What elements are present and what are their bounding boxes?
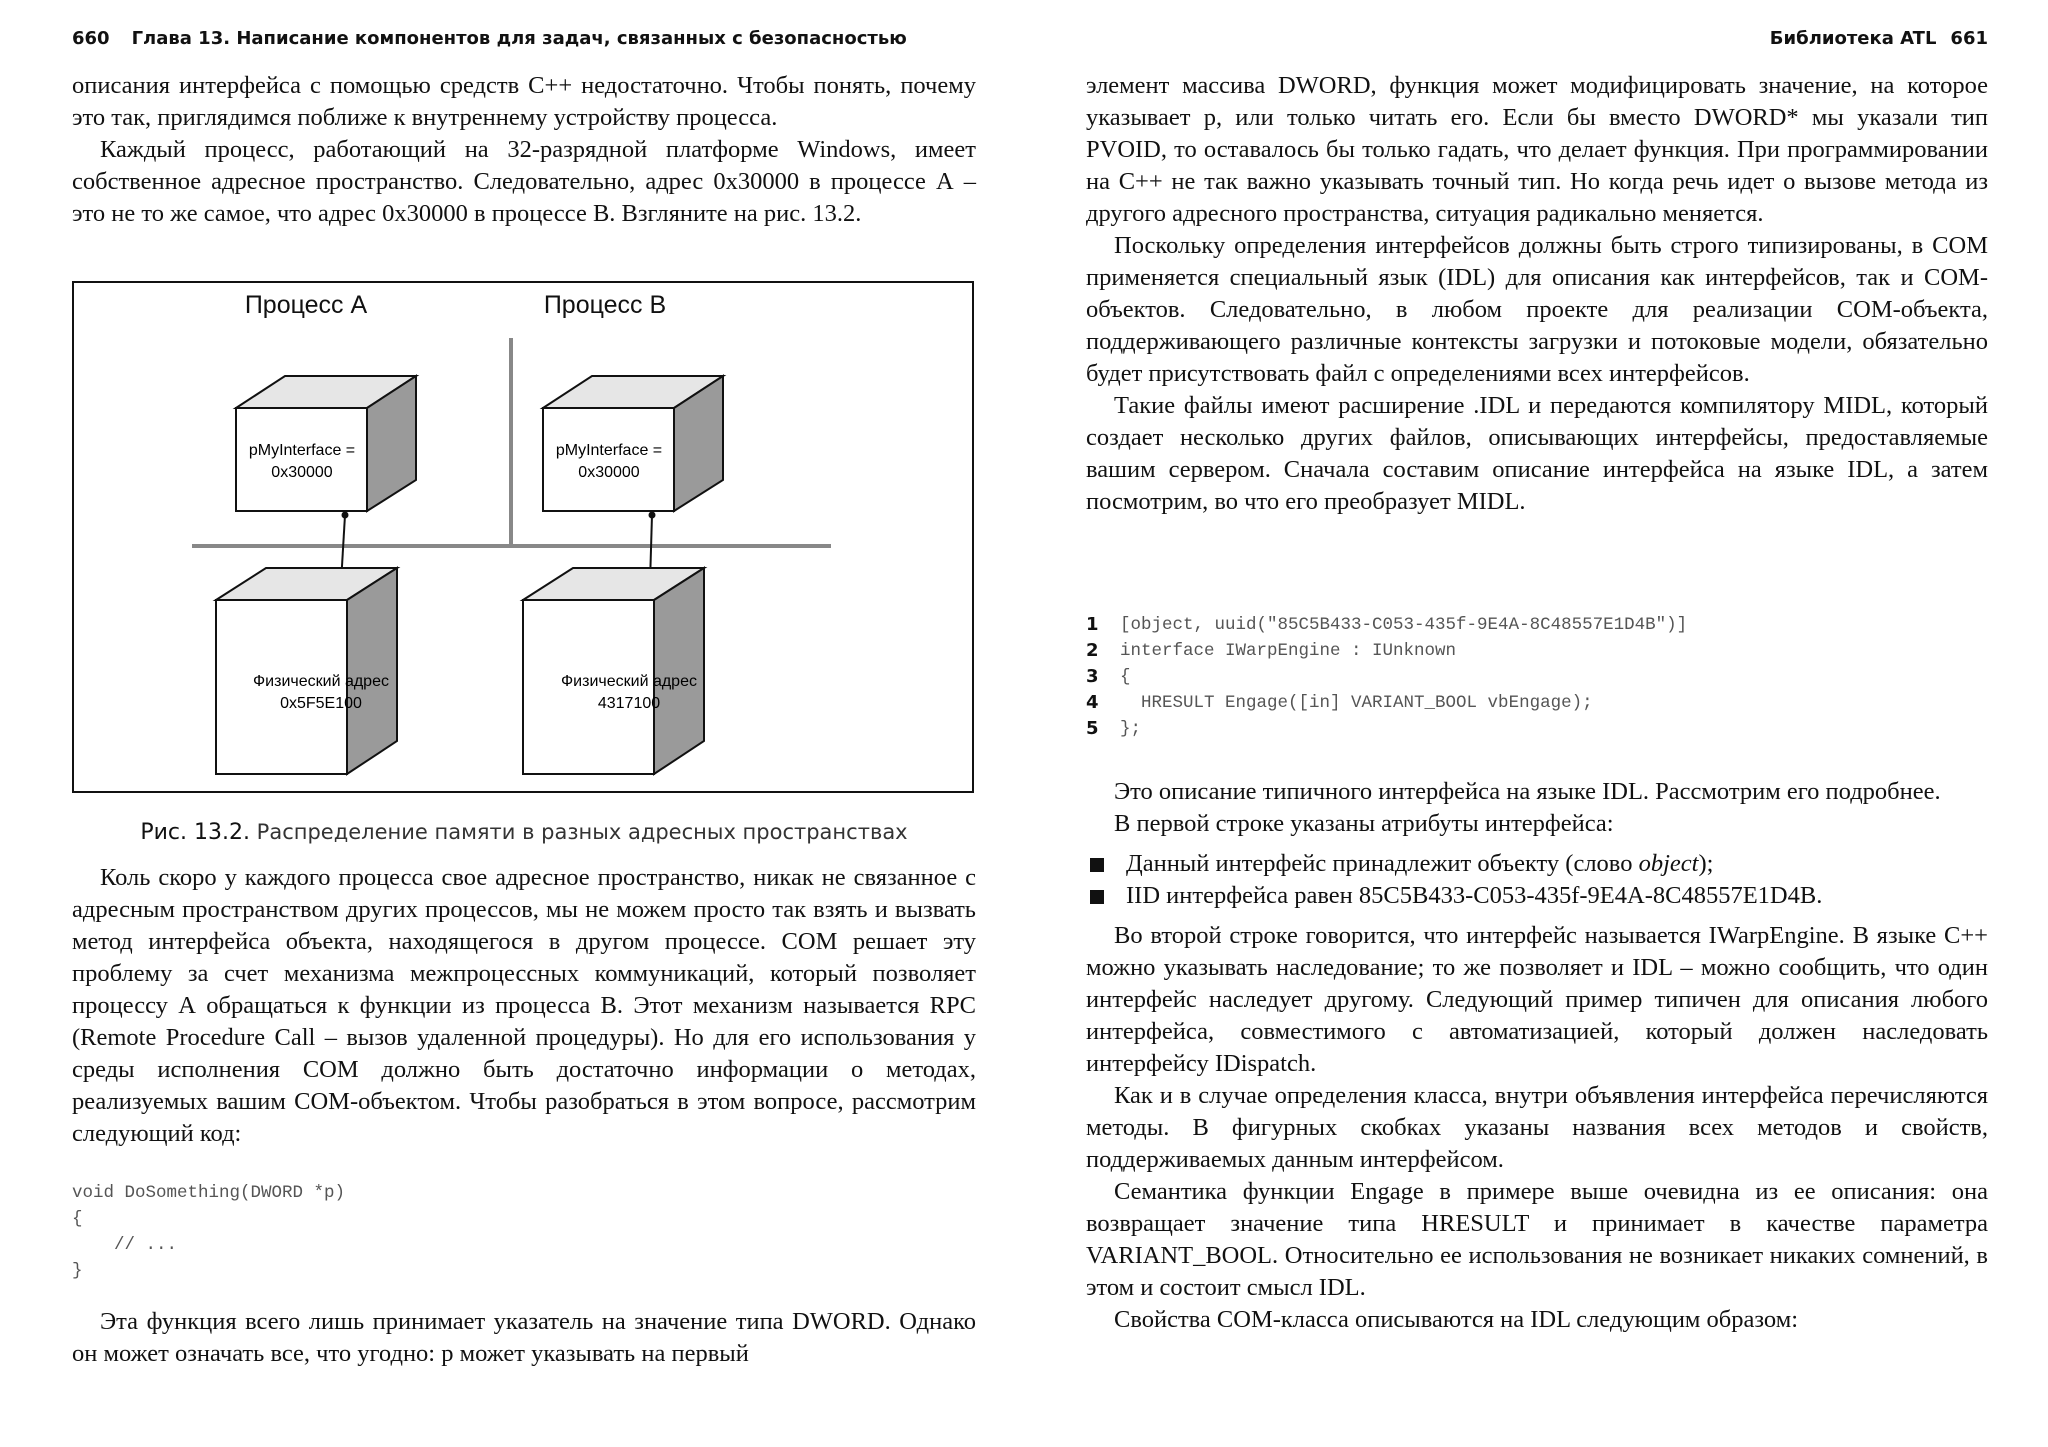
code-line-number: 2 bbox=[1086, 640, 1099, 661]
code-line-number: 5 bbox=[1086, 718, 1099, 739]
code-line-number: 3 bbox=[1086, 666, 1099, 687]
bullet-1-tail: ); bbox=[1698, 850, 1714, 877]
box-b-top-line1: pMyInterface = bbox=[555, 442, 663, 459]
chapter-title: Глава 13. Написание компонентов для задач, связанных с безопасностью bbox=[131, 28, 907, 49]
code-line-number: 4 bbox=[1086, 692, 1099, 713]
code-line: }; bbox=[1120, 719, 1142, 739]
memory-diagram bbox=[74, 283, 971, 790]
code-line: [object, uuid("85C5B433-C053-435f-9E4A-8C48557E1D4B")] bbox=[1120, 615, 1688, 635]
box-a-top-line2: 0x30000 bbox=[271, 464, 333, 481]
right-paragraph-4: Это описание типичного интерфейса на языке IDL. Рассмотрим его подробнее. bbox=[1114, 778, 1941, 805]
box-a-bottom-line2: 0x5F5E100 bbox=[280, 695, 362, 712]
right-paragraph-5: В первой строке указаны атрибуты интерфейса: bbox=[1114, 810, 1614, 837]
process-a-label: Процесс А bbox=[244, 291, 368, 319]
bullet-1-text: Данный интерфейс принадлежит объекту (слово bbox=[1126, 850, 1639, 877]
right-paragraph-2: Поскольку определения интерфейсов должны быть строго типизированы, в COM применяется специальный язык (IDL) для описания как интерфейсов, так и COM-объектов. Следовательно, в любом проекте для реализации COM-объекта, поддерживающего различные контексты загрузки и потоковые модели, обязательно будет присутствовать файл с определениями всех интерфейсов. bbox=[1086, 232, 1988, 387]
box-b-bottom-line1: Физический адрес bbox=[561, 673, 697, 690]
right-paragraph-3: Такие файлы имеют расширение .IDL и передаются компилятору MIDL, который создает несколько других файлов, описывающих интерфейсы, предоставляемые вашим сервером. Сначала составим описание интерфейса на языке IDL, а затем посмотрим, во что его преобразует MIDL. bbox=[1086, 392, 1988, 515]
right-paragraph-8: Семантика функции Engage в примере выше очевидна из ее описания: она возвращает значение типа HRESULT и принимает в качестве параметра VARIANT_BOOL. Относительно ее использования не возникает никаких сомнений, в этом и состоит смысл IDL. bbox=[1086, 1178, 1988, 1301]
bullet-1-emphasis: object bbox=[1638, 850, 1699, 877]
left-intro: описания интерфейса с помощью средств C++ недостаточно. Чтобы понять, почему это так, приглядимся поближе к внутреннему устройству процесса. bbox=[72, 72, 976, 131]
code-line: interface IWarpEngine : IUnknown bbox=[1120, 641, 1457, 661]
caption-text: Распределение памяти в разных адресных пространствах bbox=[256, 820, 908, 844]
box-b-virtual bbox=[543, 376, 723, 511]
code-line-number: 1 bbox=[1086, 614, 1099, 635]
left-paragraph-2: Каждый процесс, работающий на 32-разрядной платформе Windows, имеет собственное адресное пространство. Следовательно, адрес 0x30000 в процессе А – это не то же самое, что адрес 0x30000 в процессе B. Взгляните на рис. 13.2. bbox=[72, 136, 976, 227]
right-paragraph-6: Во второй строке говорится, что интерфейс называется IWarpEngine. В языке C++ можно указывать наследование; то же позволяет и IDL – можно сообщить, что один интерфейс наследует другому. Следующий пример типичен для описания любого интерфейса, совместимого с автоматизацией, который должен наследовать интерфейсу IDispatch. bbox=[1086, 922, 1988, 1077]
box-a-virtual bbox=[236, 376, 416, 511]
box-b-top-line2: 0x30000 bbox=[578, 464, 640, 481]
page-number-right: 661 bbox=[1950, 28, 1988, 49]
bullet-item-1 bbox=[1086, 848, 1988, 880]
left-code-block: void DoSomething(DWORD *p) { // ... } bbox=[72, 1183, 346, 1281]
figure-caption bbox=[72, 820, 976, 845]
right-page bbox=[1086, 0, 1988, 1447]
code-line: { bbox=[1120, 667, 1131, 687]
page-number-left: 660 bbox=[72, 28, 110, 49]
right-paragraph-1: элемент массива DWORD, функция может модифицировать значение, на которое указывает p, или только читать его. Если бы вместо DWORD* мы указали тип PVOID, то оставалось бы только гадать, что делает функция. При программировании на C++ не так важно указывать точный тип. Но когда речь идет о вызове метода из другого адресного пространства, ситуация радикально меняется. bbox=[1086, 72, 1988, 227]
idl-code-block bbox=[1086, 612, 1687, 742]
process-b-label: Процесс B bbox=[543, 291, 667, 319]
section-title: Библиотека ATL bbox=[1769, 28, 1937, 49]
bullet-item-2: IID интерфейса равен 85C5B433-C053-435f-9E4A-8C48557E1D4B. bbox=[1086, 880, 1988, 912]
box-b-physical bbox=[523, 568, 704, 774]
right-paragraph-9: Свойства COM-класса описываются на IDL следующим образом: bbox=[1114, 1306, 1799, 1333]
box-a-top-line1: pMyInterface = bbox=[248, 442, 356, 459]
box-a-bottom-line1: Физический адрес bbox=[253, 673, 389, 690]
figure-memory-diagram bbox=[72, 281, 974, 793]
right-paragraph-7: Как и в случае определения класса, внутри объявления интерфейса перечисляются методы. В фигурных скобках указаны названия всех методов и свойств, поддерживаемых данным интерфейсом. bbox=[1086, 1082, 1988, 1173]
caption-label: Рис. 13.2. bbox=[140, 820, 250, 845]
box-a-physical bbox=[216, 568, 397, 774]
box-b-bottom-line2: 4317100 bbox=[597, 695, 661, 712]
left-paragraph-4: Эта функция всего лишь принимает указатель на значение типа DWORD. Однако он может означать все, что угодно: p может указывать на первый bbox=[72, 1308, 976, 1367]
left-paragraph-3: Коль скоро у каждого процесса свое адресное пространство, никак не связанное с адресным пространством других процессов, мы не можем просто так взять и вызвать метод интерфейса объекта, находящегося в другом процессе. COM решает эту проблему за счет механизма межпроцессных коммуникаций, который позволяет процессу А обращаться к функции из процесса B. Этот механизм называется RPC (Remote Procedure Call – вызов удаленной процедуры). Но для его использования у среды исполнения COM должно быть достаточно информации о методах, реализуемых вашим COM-объектом. Чтобы разобраться в этом вопросе, рассмотрим следующий код: bbox=[72, 864, 976, 1147]
code-line: HRESULT Engage([in] VARIANT_BOOL vbEngage); bbox=[1120, 693, 1593, 713]
